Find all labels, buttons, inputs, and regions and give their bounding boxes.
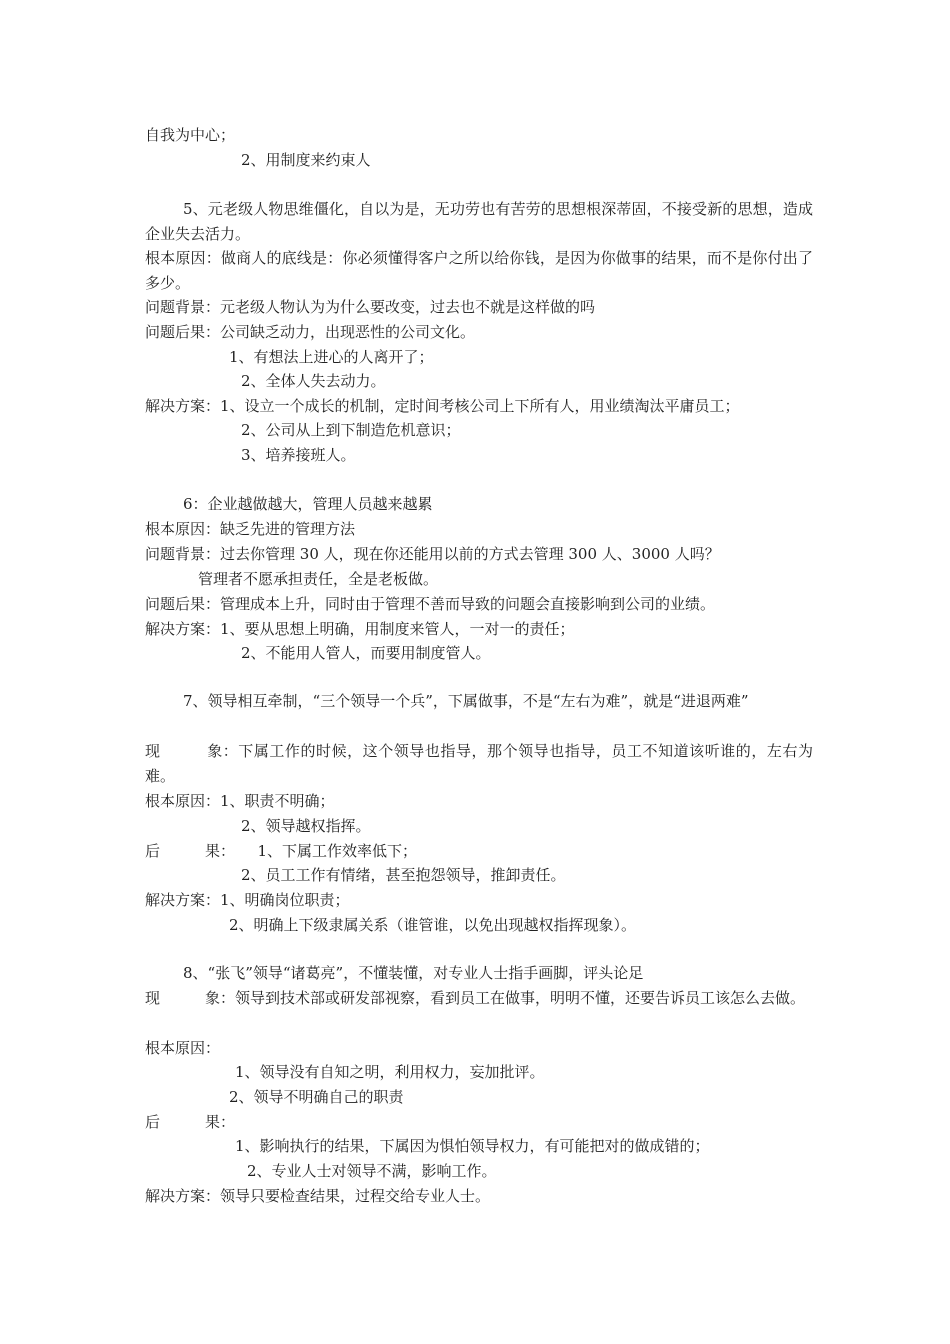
text-line: 2、明确上下级隶属关系（谁管谁，以免出现越权指挥现象）。 (229, 916, 637, 934)
text-line: 根本原因： (145, 1039, 221, 1057)
text-line: 根本原因：1、职责不明确； (145, 792, 335, 810)
text-line: 后 果： 1、下属工作效率低下； (145, 842, 418, 860)
text-line: 根本原因：缺乏先进的管理方法 (145, 520, 356, 538)
text-line: 2、专业人士对领导不满，影响工作。 (247, 1162, 497, 1180)
text-line: 2、公司从上到下制造危机意识； (241, 421, 461, 439)
text-line: 3、培养接班人。 (241, 446, 356, 464)
section-7-title: 7、领导相互牵制，“三个领导一个兵”，下属做事，不是“左右为难”，就是“进退两难” (183, 692, 749, 710)
section-5-title: 5、元老级人物思维僵化，自以为是，无功劳也有苦劳的思想根深蒂固，不接受新的思想，造成企业失去活力。 (145, 200, 813, 243)
text-line: 2、领导越权指挥。 (241, 817, 371, 835)
text-line: 2、用制度来约束人 (241, 151, 371, 169)
text-line: 解决方案：1、设立一个成长的机制，定时间考核公司上下所有人，用业绩淘汰平庸员工； (145, 397, 740, 415)
text-line: 管理者不愿承担责任，全是老板做。 (198, 570, 439, 588)
text-line: 后 果： (145, 1113, 236, 1131)
section-8-title: 8、“张飞”领导“诸葛亮”，不懂装懂，对专业人士指手画脚，评头论足 (183, 964, 644, 982)
text-line: 现 象：领导到技术部或研发部视察，看到员工在做事，明明不懂，还要告诉员工该怎么去做。 (145, 989, 806, 1007)
text-line: 问题背景：过去你管理 30 人，现在你还能用以前的方式去管理 300 人、3000 人吗？ (145, 545, 720, 563)
text-line: 自我为中心； (145, 126, 236, 144)
text-line: 2、领导不明确自己的职责 (229, 1088, 404, 1106)
text-line: 现 象：下属工作的时候，这个领导也指导，那个领导也指导，员工不知道该听谁的，左右为难。 (145, 742, 813, 785)
section-6-title: 6：企业越做越大，管理人员越来越累 (183, 495, 433, 513)
text-line: 根本原因：做商人的底线是：你必须懂得客户之所以给你钱，是因为你做事的结果，而不是你付出了多少。 (145, 249, 813, 292)
text-line: 1、有想法上进心的人离开了； (229, 348, 434, 366)
text-line: 2、员工工作有情绪，甚至抱怨领导，推卸责任。 (241, 866, 566, 884)
text-line: 解决方案：领导只要检查结果，过程交给专业人士。 (145, 1187, 491, 1205)
text-line: 1、影响执行的结果，下属因为惧怕领导权力，有可能把对的做成错的； (235, 1137, 710, 1155)
text-line: 2、不能用人管人，而要用制度管人。 (241, 644, 491, 662)
text-line: 2、全体人失去动力。 (241, 372, 386, 390)
text-line: 解决方案：1、要从思想上明确，用制度来管人，一对一的责任； (145, 620, 575, 638)
text-line: 问题后果：管理成本上升，同时由于管理不善而导致的问题会直接影响到公司的业绩。 (145, 595, 716, 613)
text-line: 解决方案：1、明确岗位职责； (145, 891, 350, 909)
text-line: 问题后果：公司缺乏动力，出现恶性的公司文化。 (145, 323, 476, 341)
text-line: 1、领导没有自知之明，利用权力，妄加批评。 (235, 1063, 545, 1081)
text-line: 问题背景：元老级人物认为为什么要改变，过去也不就是这样做的吗 (145, 298, 596, 316)
